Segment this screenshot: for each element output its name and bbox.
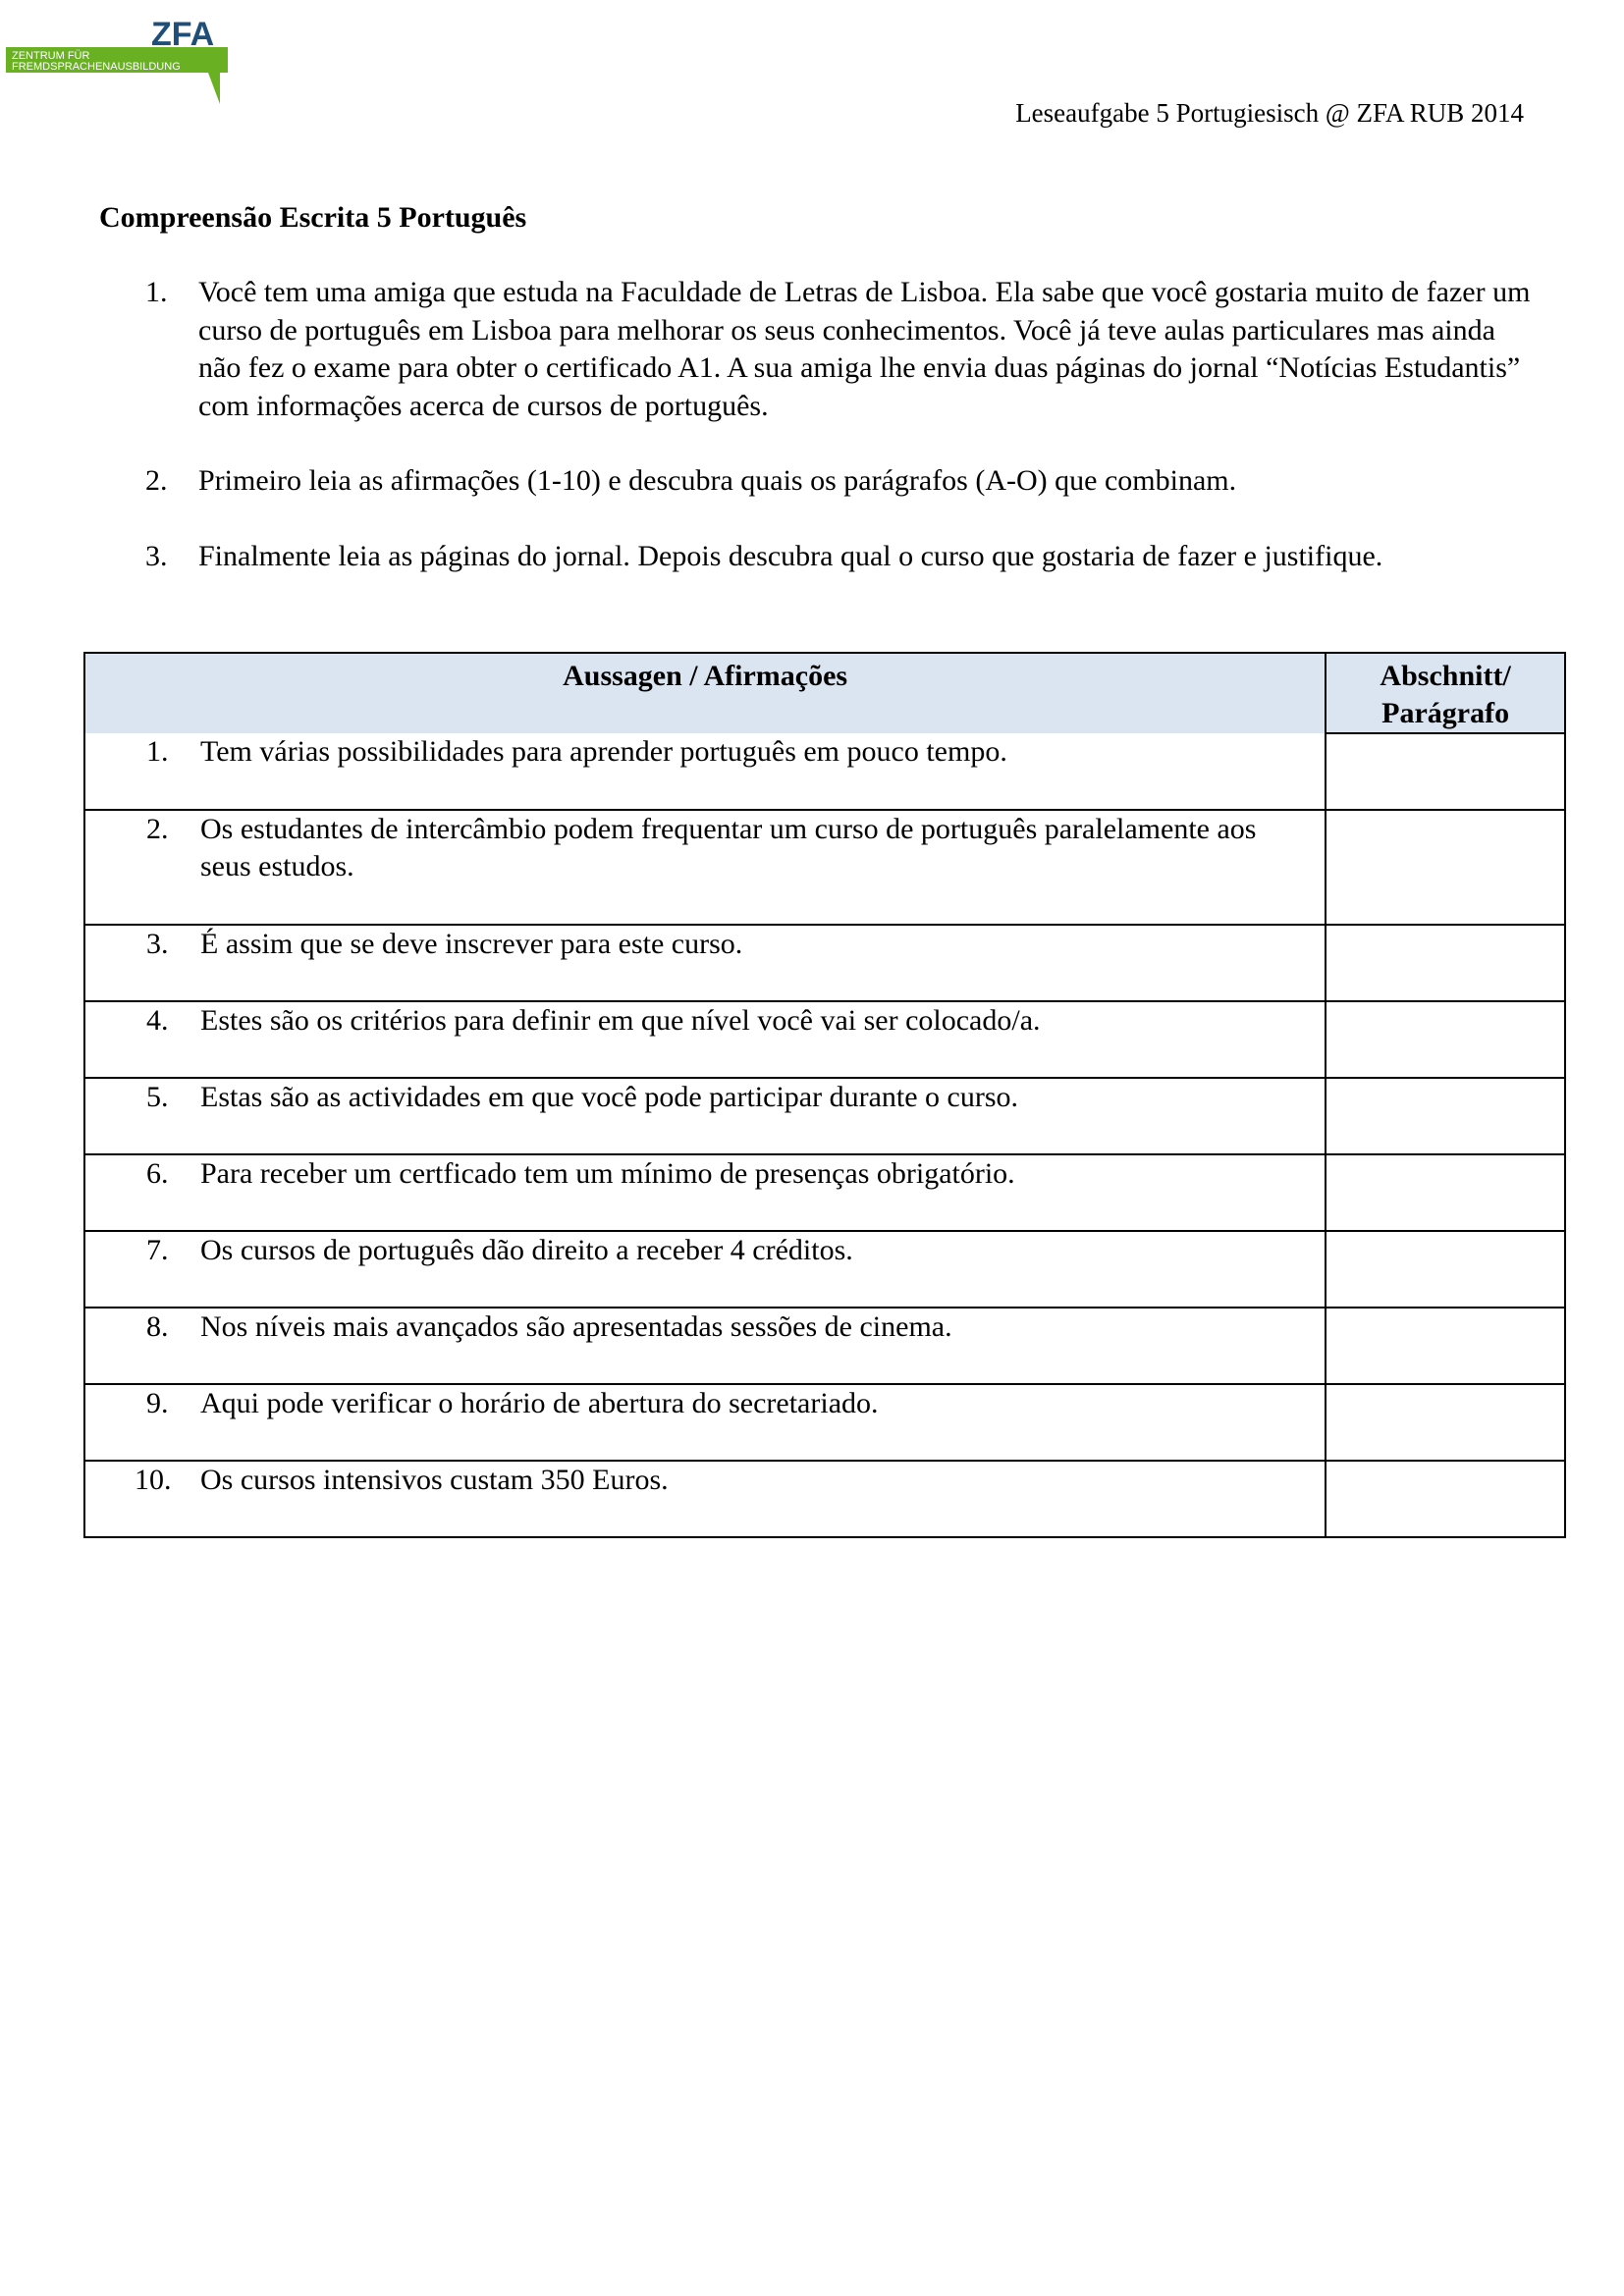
header-paragraph (1326, 653, 1565, 733)
statement-text: É assim que se deve inscrever para este curso. (200, 928, 743, 960)
statement-text: Os estudantes de intercâmbio podem frequentar um curso de português paralelamente aos seus estudos. (200, 813, 1257, 882)
header-statements-label: Aussagen / Afirmações (563, 660, 848, 692)
statement-number: 3. (146, 928, 169, 960)
statement-number: 5. (146, 1081, 169, 1113)
table-row (84, 925, 1565, 1001)
table-row (84, 1154, 1565, 1231)
answer-cell[interactable] (1326, 1461, 1565, 1537)
statement-cell (84, 1154, 1326, 1231)
answer-cell[interactable] (1326, 1078, 1565, 1154)
statement-text: Os cursos de português dão direito a receber 4 créditos. (200, 1234, 853, 1266)
instructions-list (145, 274, 1540, 613)
instruction-text: Primeiro leia as afirmações (1-10) e descubra quais os parágrafos (A-O) que combinam. (198, 464, 1237, 497)
answer-cell[interactable] (1326, 1308, 1565, 1384)
answer-cell[interactable] (1326, 1384, 1565, 1461)
statement-number: 9. (146, 1387, 169, 1419)
logo-subtitle-line2: FREMDSPRACHENAUSBILDUNG (12, 61, 181, 73)
statement-number: 4. (146, 1004, 169, 1037)
statement-number: 2. (146, 813, 169, 845)
statement-number: 10. (135, 1464, 172, 1496)
answer-cell[interactable] (1326, 810, 1565, 925)
statement-cell (84, 1001, 1326, 1078)
table-row (84, 1461, 1565, 1537)
header-paragraph-line1: Abschnitt/ (1380, 660, 1511, 692)
answer-cell[interactable] (1326, 1154, 1565, 1231)
table-row (84, 1001, 1565, 1078)
answer-cell[interactable] (1326, 1231, 1565, 1308)
statement-number: 6. (146, 1157, 169, 1190)
statement-text: Estas são as actividades em que você pode participar durante o curso. (200, 1081, 1019, 1113)
answer-cell[interactable] (1326, 925, 1565, 1001)
zfa-logo-graphic (4, 18, 249, 106)
statement-cell (84, 925, 1326, 1001)
statement-cell (84, 1231, 1326, 1308)
logo-title: ZFA (151, 18, 215, 53)
statement-cell (84, 1308, 1326, 1384)
statement-number: 8. (146, 1310, 169, 1343)
header-paragraph-line2: Parágrafo (1381, 697, 1510, 729)
instruction-number: 3. (145, 539, 168, 572)
statement-text: Estes são os critérios para definir em que nível você vai ser colocado/a. (200, 1004, 1041, 1037)
statement-cell (84, 1461, 1326, 1537)
statement-cell (84, 1384, 1326, 1461)
header-statements (84, 653, 1326, 733)
statement-text: Para receber um certficado tem um mínimo de presenças obrigatório. (200, 1157, 1015, 1190)
instruction-item (145, 462, 1540, 501)
document-header: Leseaufgabe 5 Portugiesisch @ ZFA RUB 2014 (1015, 98, 1524, 128)
logo-subtitle-line1: ZENTRUM FÜR (12, 50, 90, 62)
statement-cell (84, 1078, 1326, 1154)
zfa-logo (4, 18, 249, 106)
instruction-text: Finalmente leia as páginas do jornal. Depois descubra qual o curso que gostaria de fazer e justifique. (198, 539, 1383, 572)
table-row (84, 810, 1565, 925)
answer-cell[interactable] (1326, 733, 1565, 810)
statement-text: Nos níveis mais avançados são apresentadas sessões de cinema. (200, 1310, 952, 1343)
statements-table (83, 652, 1566, 1538)
statement-text: Os cursos intensivos custam 350 Euros. (200, 1464, 669, 1496)
statement-cell (84, 810, 1326, 925)
statement-text: Aqui pode verificar o horário de abertura do secretariado. (200, 1387, 879, 1419)
instruction-number: 1. (145, 276, 168, 308)
statement-number: 7. (146, 1234, 169, 1266)
instruction-text: Você tem uma amiga que estuda na Faculdade de Letras de Lisboa. Ela sabe que você gostaria muito de fazer um curso de português em Lisboa para melhorar os seus conhecimentos. Você já teve aulas particulares mas ainda não fez o exame para obter o certificado A1. A sua amiga lhe envia duas páginas do jornal “Notícias Estudantis” com informações acerca de cursos de português. (198, 276, 1531, 422)
table-row (84, 733, 1565, 810)
table-row (84, 1231, 1565, 1308)
table-row (84, 1078, 1565, 1154)
instruction-item (145, 274, 1540, 425)
page-title: Compreensão Escrita 5 Português (99, 201, 527, 234)
table-row (84, 1384, 1565, 1461)
statement-number: 1. (146, 735, 169, 768)
statement-cell (84, 733, 1326, 810)
table-row (84, 1308, 1565, 1384)
instruction-item (145, 538, 1540, 576)
table-header-row (84, 653, 1565, 733)
answer-cell[interactable] (1326, 1001, 1565, 1078)
instruction-number: 2. (145, 464, 168, 497)
statement-text: Tem várias possibilidades para aprender português em pouco tempo. (200, 735, 1007, 768)
